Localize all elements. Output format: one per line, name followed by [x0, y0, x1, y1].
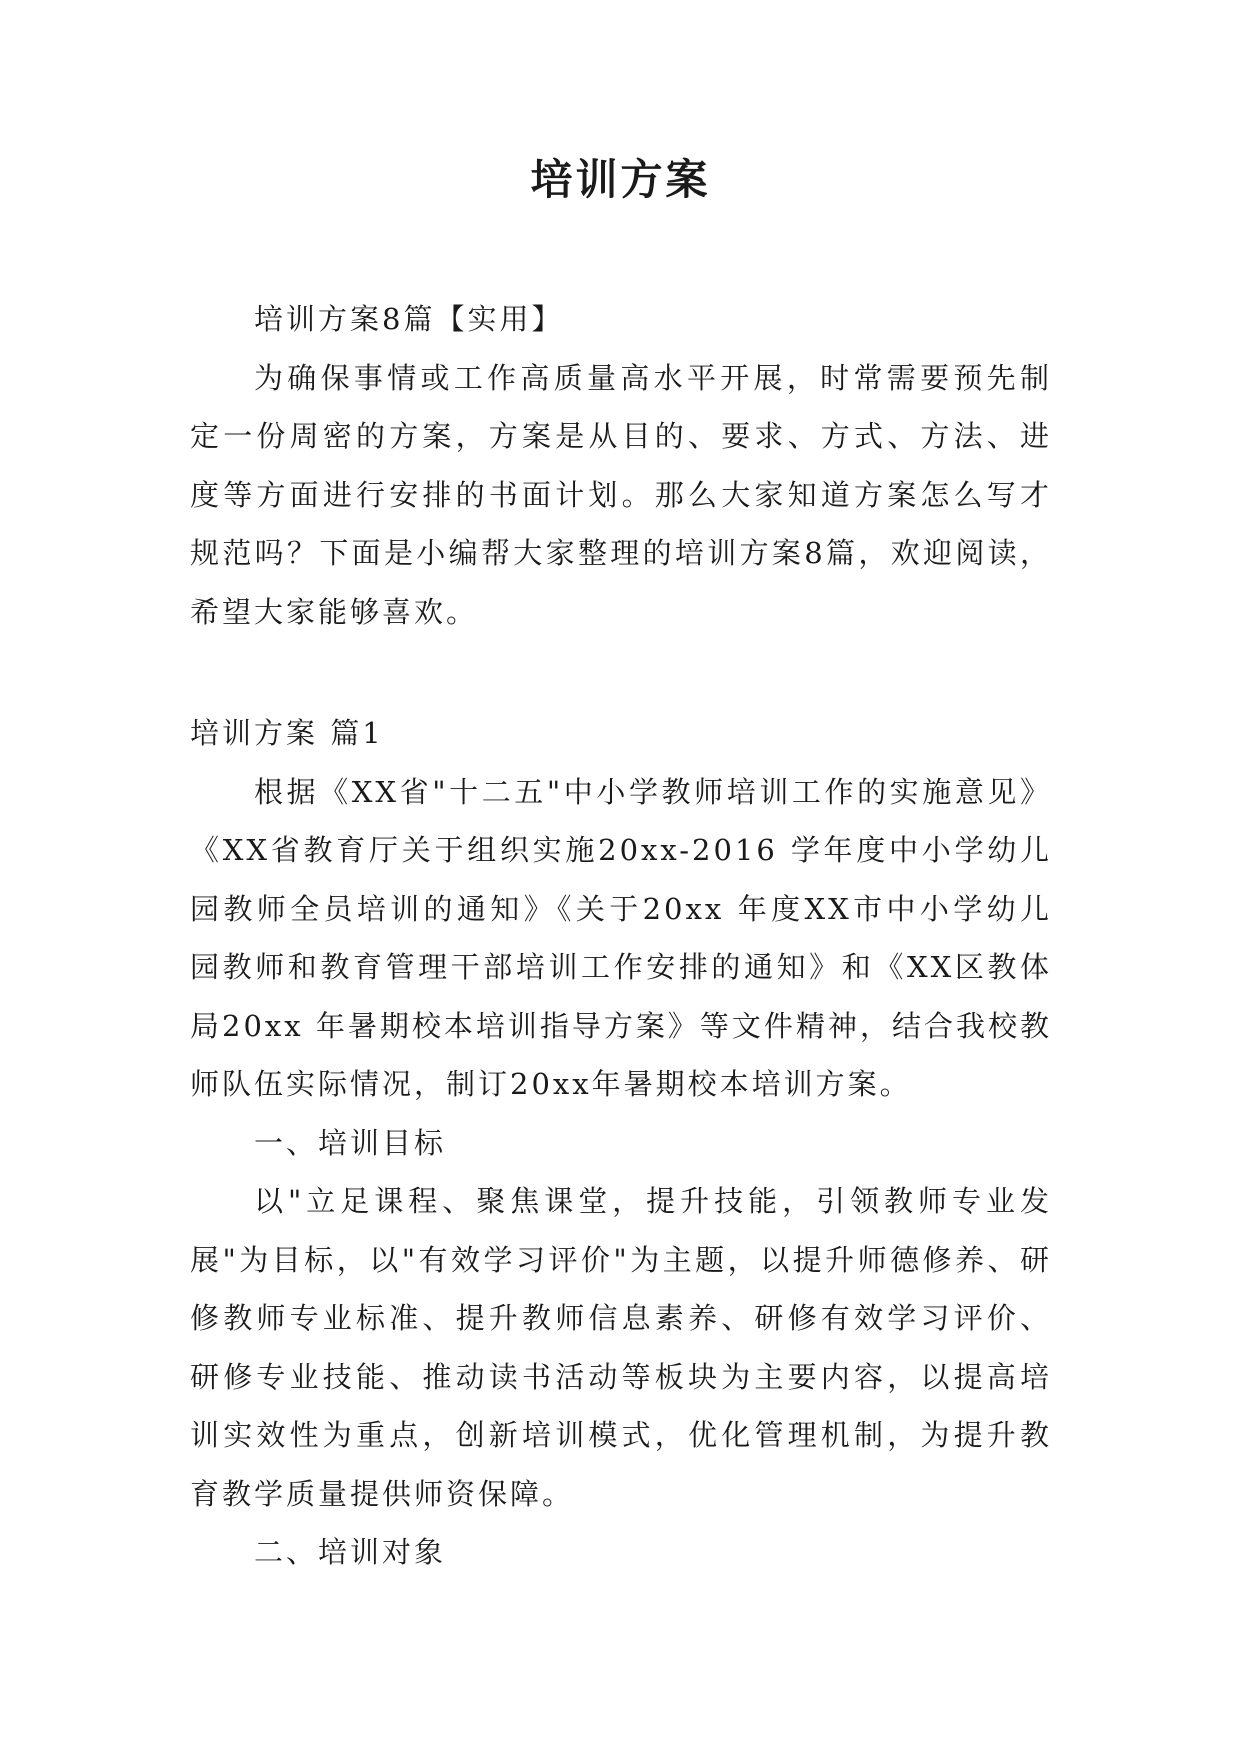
body-paragraph: 根据《XX省"十二五"中小学教师培训工作的实施意见》《XX省教育厅关于组织实施20xx-2016 学年度中小学幼儿园教师全员培训的通知》《关于20xx 年度XX市中小学幼儿园教师和教育管理干部培训工作安排的通知》和《XX区教体局20xx 年暑期校本培训指导方案》等文件精神，结合我校教师队伍实际情况，制订20xx年暑期校本培训方案。	[190, 774, 1052, 1101]
body-paragraph: 以"立足课程、聚焦课堂，提升技能，引领教师专业发展"为目标，以"有效学习评价"为主题，以提升师德修养、研修教师专业标准、提升教师信息素养、研修有效学习评价、研修专业技能、推动读书活动等板块为主要内容，以提高培训实效性为重点，创新培训模式，优化管理机制，为提升教育教学质量提供师资保障。	[190, 1184, 1052, 1511]
section-heading-goals: 一、培训目标	[254, 1125, 447, 1160]
intro-paragraph: 为确保事情或工作高质量高水平开展，时常需要预先制定一份周密的方案，方案是从目的、要求、方式、方法、进度等方面进行安排的书面计划。那么大家知道方案怎么写才规范吗？下面是小编帮大家整理的培训方案8篇，欢迎阅读，希望大家能够喜欢。	[190, 360, 1052, 629]
section-title: 培训方案 篇1	[190, 716, 384, 750]
document-title: 培训方案	[530, 155, 711, 204]
document-subtitle: 培训方案8篇【实用】	[254, 302, 564, 336]
section-heading-audience: 二、培训对象	[254, 1535, 447, 1569]
document-body	[190, 290, 1052, 1582]
